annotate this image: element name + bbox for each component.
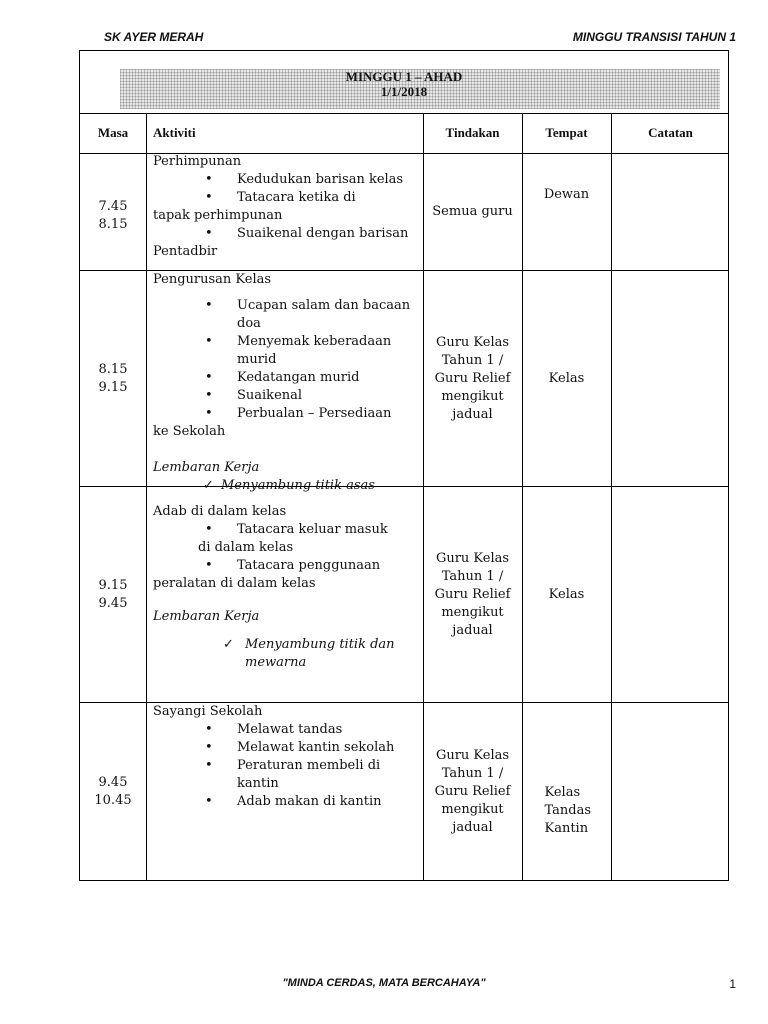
list-item: • Suaikenal	[153, 387, 417, 405]
header-tempat: Tempat	[545, 125, 588, 140]
tempat-cell	[522, 703, 611, 880]
list-item: • Peraturan membeli di kantin	[153, 757, 417, 793]
checkmark-icon: ✓	[223, 637, 234, 652]
tempat-cell	[522, 271, 611, 486]
column-divider	[611, 113, 612, 880]
tindakan-line: mengikut	[441, 604, 504, 620]
tindakan-cell	[423, 153, 522, 270]
activity-cell	[146, 153, 423, 270]
catatan-cell	[611, 271, 730, 486]
page-number: 1	[729, 977, 736, 991]
tindakan-line: Tahun 1 /	[441, 765, 504, 781]
list-item: • Melawat kantin sekolah	[153, 739, 417, 757]
tindakan-line: Guru Kelas	[435, 334, 510, 350]
time-start: 7.45	[98, 198, 128, 214]
activity-cell	[146, 487, 423, 702]
worksheet-item	[153, 636, 417, 672]
list-item: • Kedudukan barisan kelas	[153, 171, 417, 189]
tindakan-line: jadual	[452, 406, 493, 422]
tempat-line: Kelas	[548, 370, 585, 386]
header-aktiviti: Aktiviti	[153, 125, 196, 140]
activity-list	[153, 297, 417, 423]
tindakan-line: mengikut	[441, 801, 504, 817]
list-item-continuation: peralatan di dalam kelas	[153, 576, 316, 591]
activity-list-cont	[153, 225, 417, 243]
list-item: • Kedatangan murid	[153, 369, 417, 387]
list-item-continuation: ke Sekolah	[153, 424, 226, 439]
worksheet-item-text: Menyambung titik asas	[221, 478, 375, 493]
tindakan-line: Guru Relief	[434, 783, 511, 799]
checkmark-icon: ✓	[203, 478, 214, 493]
time-end: 9.15	[98, 379, 128, 395]
list-item: • Tatacara keluar masuk	[153, 521, 417, 539]
list-item-continuation: tapak perhimpunan	[153, 208, 283, 223]
worksheet-item-text: mewarna	[245, 655, 307, 670]
footer-motto: "MINDA CERDAS, MATA BERCAHAYA"	[282, 977, 486, 989]
time-cell	[80, 487, 146, 702]
header-masa: Masa	[97, 125, 129, 140]
activity-list	[153, 521, 417, 539]
tindakan-line: Guru Kelas	[435, 747, 510, 763]
title-row	[80, 51, 728, 114]
time-cell	[80, 703, 146, 880]
catatan-cell	[611, 487, 730, 702]
column-header-row	[80, 113, 728, 154]
tindakan-cell	[423, 271, 522, 486]
table-row	[80, 487, 728, 703]
activity-cell	[146, 271, 423, 493]
tindakan-line: Guru Relief	[434, 370, 511, 386]
document-series: MINGGU TRANSISI TAHUN 1	[572, 30, 736, 44]
tindakan-line: Tahun 1 /	[441, 568, 504, 584]
tempat-line: Kelas	[548, 586, 585, 602]
tempat-line: Kelas	[544, 784, 581, 800]
list-item: • Tatacara ketika di	[153, 189, 417, 207]
catatan-cell	[611, 703, 730, 880]
schedule-title	[80, 69, 728, 99]
schedule-table	[79, 50, 729, 881]
time-start: 9.45	[98, 774, 128, 790]
time-cell	[80, 153, 146, 270]
tindakan-line: mengikut	[441, 388, 504, 404]
list-item-continuation: di dalam kelas	[198, 540, 294, 555]
column-divider	[522, 113, 523, 880]
catatan-cell	[611, 153, 730, 270]
tindakan-line: jadual	[452, 819, 493, 835]
tindakan-cell	[423, 487, 522, 702]
list-item: • Melawat tandas	[153, 721, 417, 739]
time-end: 9.45	[98, 595, 128, 611]
time-start: 8.15	[98, 361, 128, 377]
table-row	[80, 271, 728, 493]
table-row	[80, 703, 728, 880]
list-item: • Suaikenal dengan barisan	[153, 225, 417, 243]
activity-list-cont	[153, 557, 417, 575]
column-divider	[423, 113, 424, 880]
tempat-line: Tandas	[544, 802, 592, 818]
school-name: SK AYER MERAH	[104, 30, 204, 44]
list-item: • Ucapan salam dan bacaan doa	[153, 297, 417, 333]
worksheet-item-text: Menyambung titik dan	[245, 637, 395, 652]
activity-topic: Perhimpunan	[153, 154, 242, 169]
time-end: 8.15	[98, 216, 128, 232]
activity-list	[153, 171, 417, 207]
tempat-line: Dewan	[543, 187, 590, 202]
tempat-cell	[522, 153, 611, 270]
tindakan-cell	[423, 703, 522, 880]
time-end: 10.45	[94, 792, 132, 808]
column-divider	[146, 113, 147, 880]
tindakan-line: jadual	[452, 622, 493, 638]
tempat-cell	[522, 487, 611, 702]
header-catatan: Catatan	[648, 125, 693, 140]
list-item: • Perbualan – Persediaan	[153, 405, 417, 423]
list-item: • Tatacara penggunaan	[153, 557, 417, 575]
tempat-line: Kantin	[544, 820, 589, 836]
tindakan-line: Semua guru	[432, 203, 513, 219]
title-week-day: MINGGU 1 – AHAD	[345, 69, 463, 84]
activity-topic: Pengurusan Kelas	[153, 272, 272, 287]
worksheet-label: Lembaran Kerja	[153, 609, 260, 624]
header-tindakan: Tindakan	[445, 125, 500, 140]
list-item-continuation: Pentadbir	[153, 244, 218, 259]
tindakan-line: Guru Relief	[434, 586, 511, 602]
activity-cell	[146, 703, 423, 880]
worksheet-label: Lembaran Kerja	[153, 460, 260, 475]
tindakan-line: Tahun 1 /	[441, 352, 504, 368]
activity-list	[153, 721, 417, 811]
page-header	[104, 30, 736, 46]
activity-topic: Adab di dalam kelas	[153, 504, 287, 519]
list-item: • Adab makan di kantin	[153, 793, 417, 811]
table-row	[80, 153, 728, 271]
title-date: 1/1/2018	[380, 84, 428, 99]
tindakan-line: Guru Kelas	[435, 550, 510, 566]
activity-topic: Sayangi Sekolah	[153, 704, 263, 719]
list-item: • Menyemak keberadaan murid	[153, 333, 417, 369]
time-cell	[80, 271, 146, 486]
time-start: 9.15	[98, 577, 128, 593]
